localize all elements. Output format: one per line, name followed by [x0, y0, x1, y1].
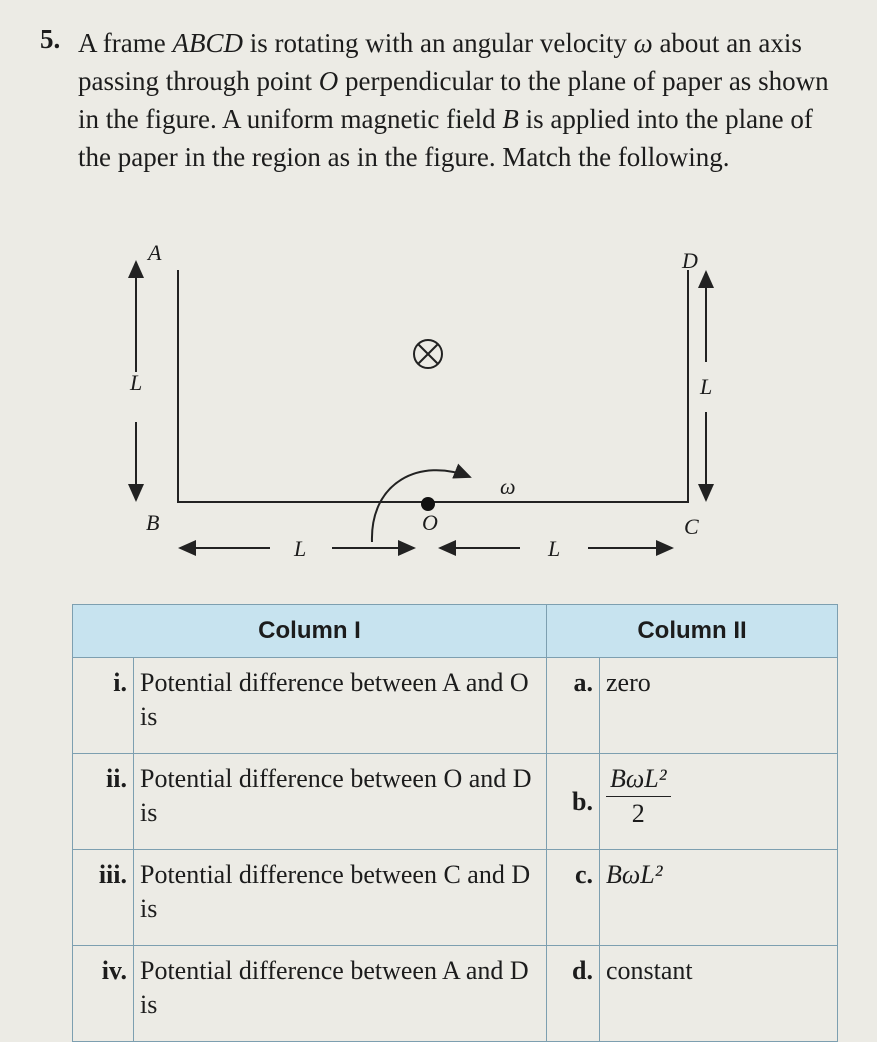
label-b: B: [146, 510, 160, 535]
frame-figure: [0, 232, 877, 572]
column-2-item: zero: [600, 658, 838, 754]
table-row: iv. Potential difference between A and D is d. constant: [73, 946, 838, 1042]
label-l-left: L: [130, 370, 143, 395]
column-1-item: Potential difference between A and D is: [134, 946, 547, 1042]
match-table: [72, 604, 838, 1042]
label-omega: ω: [500, 474, 516, 499]
frame-abcd: [178, 270, 688, 502]
question-number: 5.: [40, 24, 61, 54]
table-row: i. Potential difference between A and O is a. zero: [73, 658, 838, 754]
label-l-right: L: [700, 374, 713, 399]
field-symbol: B: [502, 104, 519, 134]
column-2-item: BωL²: [600, 850, 838, 946]
column-2-header: Column II: [547, 605, 838, 658]
point-o: O: [318, 66, 339, 96]
point-o-dot: [421, 497, 435, 511]
question-text: A frame ABCD is rotating with an angular velocity ω about an axis passing through point O perpendicular to the plane of paper as shown in the figure. A uniform magnetic field B is applied into the plane of the paper in the region as in the figure. Match the following.: [78, 28, 829, 172]
omega-symbol: ω: [633, 28, 653, 58]
label-a: A: [148, 240, 162, 265]
column-1-item: Potential difference between C and D is: [134, 850, 547, 946]
column-2-item: $\frac{\text{BωL²}}{2}$: [600, 754, 838, 850]
column-2-item: constant: [600, 946, 838, 1042]
rotation-arrow: [372, 470, 470, 542]
label-c: C: [684, 514, 699, 539]
label-l-bottom-right: L: [548, 536, 561, 561]
column-1-item: Potential difference between O and D is: [134, 754, 547, 850]
column-1-header: Column I: [73, 605, 547, 658]
column-1-item: Potential difference between A and O is: [134, 658, 547, 754]
frame-name: ABCD: [172, 28, 243, 58]
label-o: O: [422, 510, 438, 535]
label-l-bottom-left: L: [294, 536, 307, 561]
label-d: D: [682, 248, 698, 273]
table-row: ii. Potential difference between O and D is b. $\frac{\text{BωL²}}{2}$: [73, 754, 838, 850]
table-row: iii. Potential difference between C and D is c. BωL²: [73, 850, 838, 946]
